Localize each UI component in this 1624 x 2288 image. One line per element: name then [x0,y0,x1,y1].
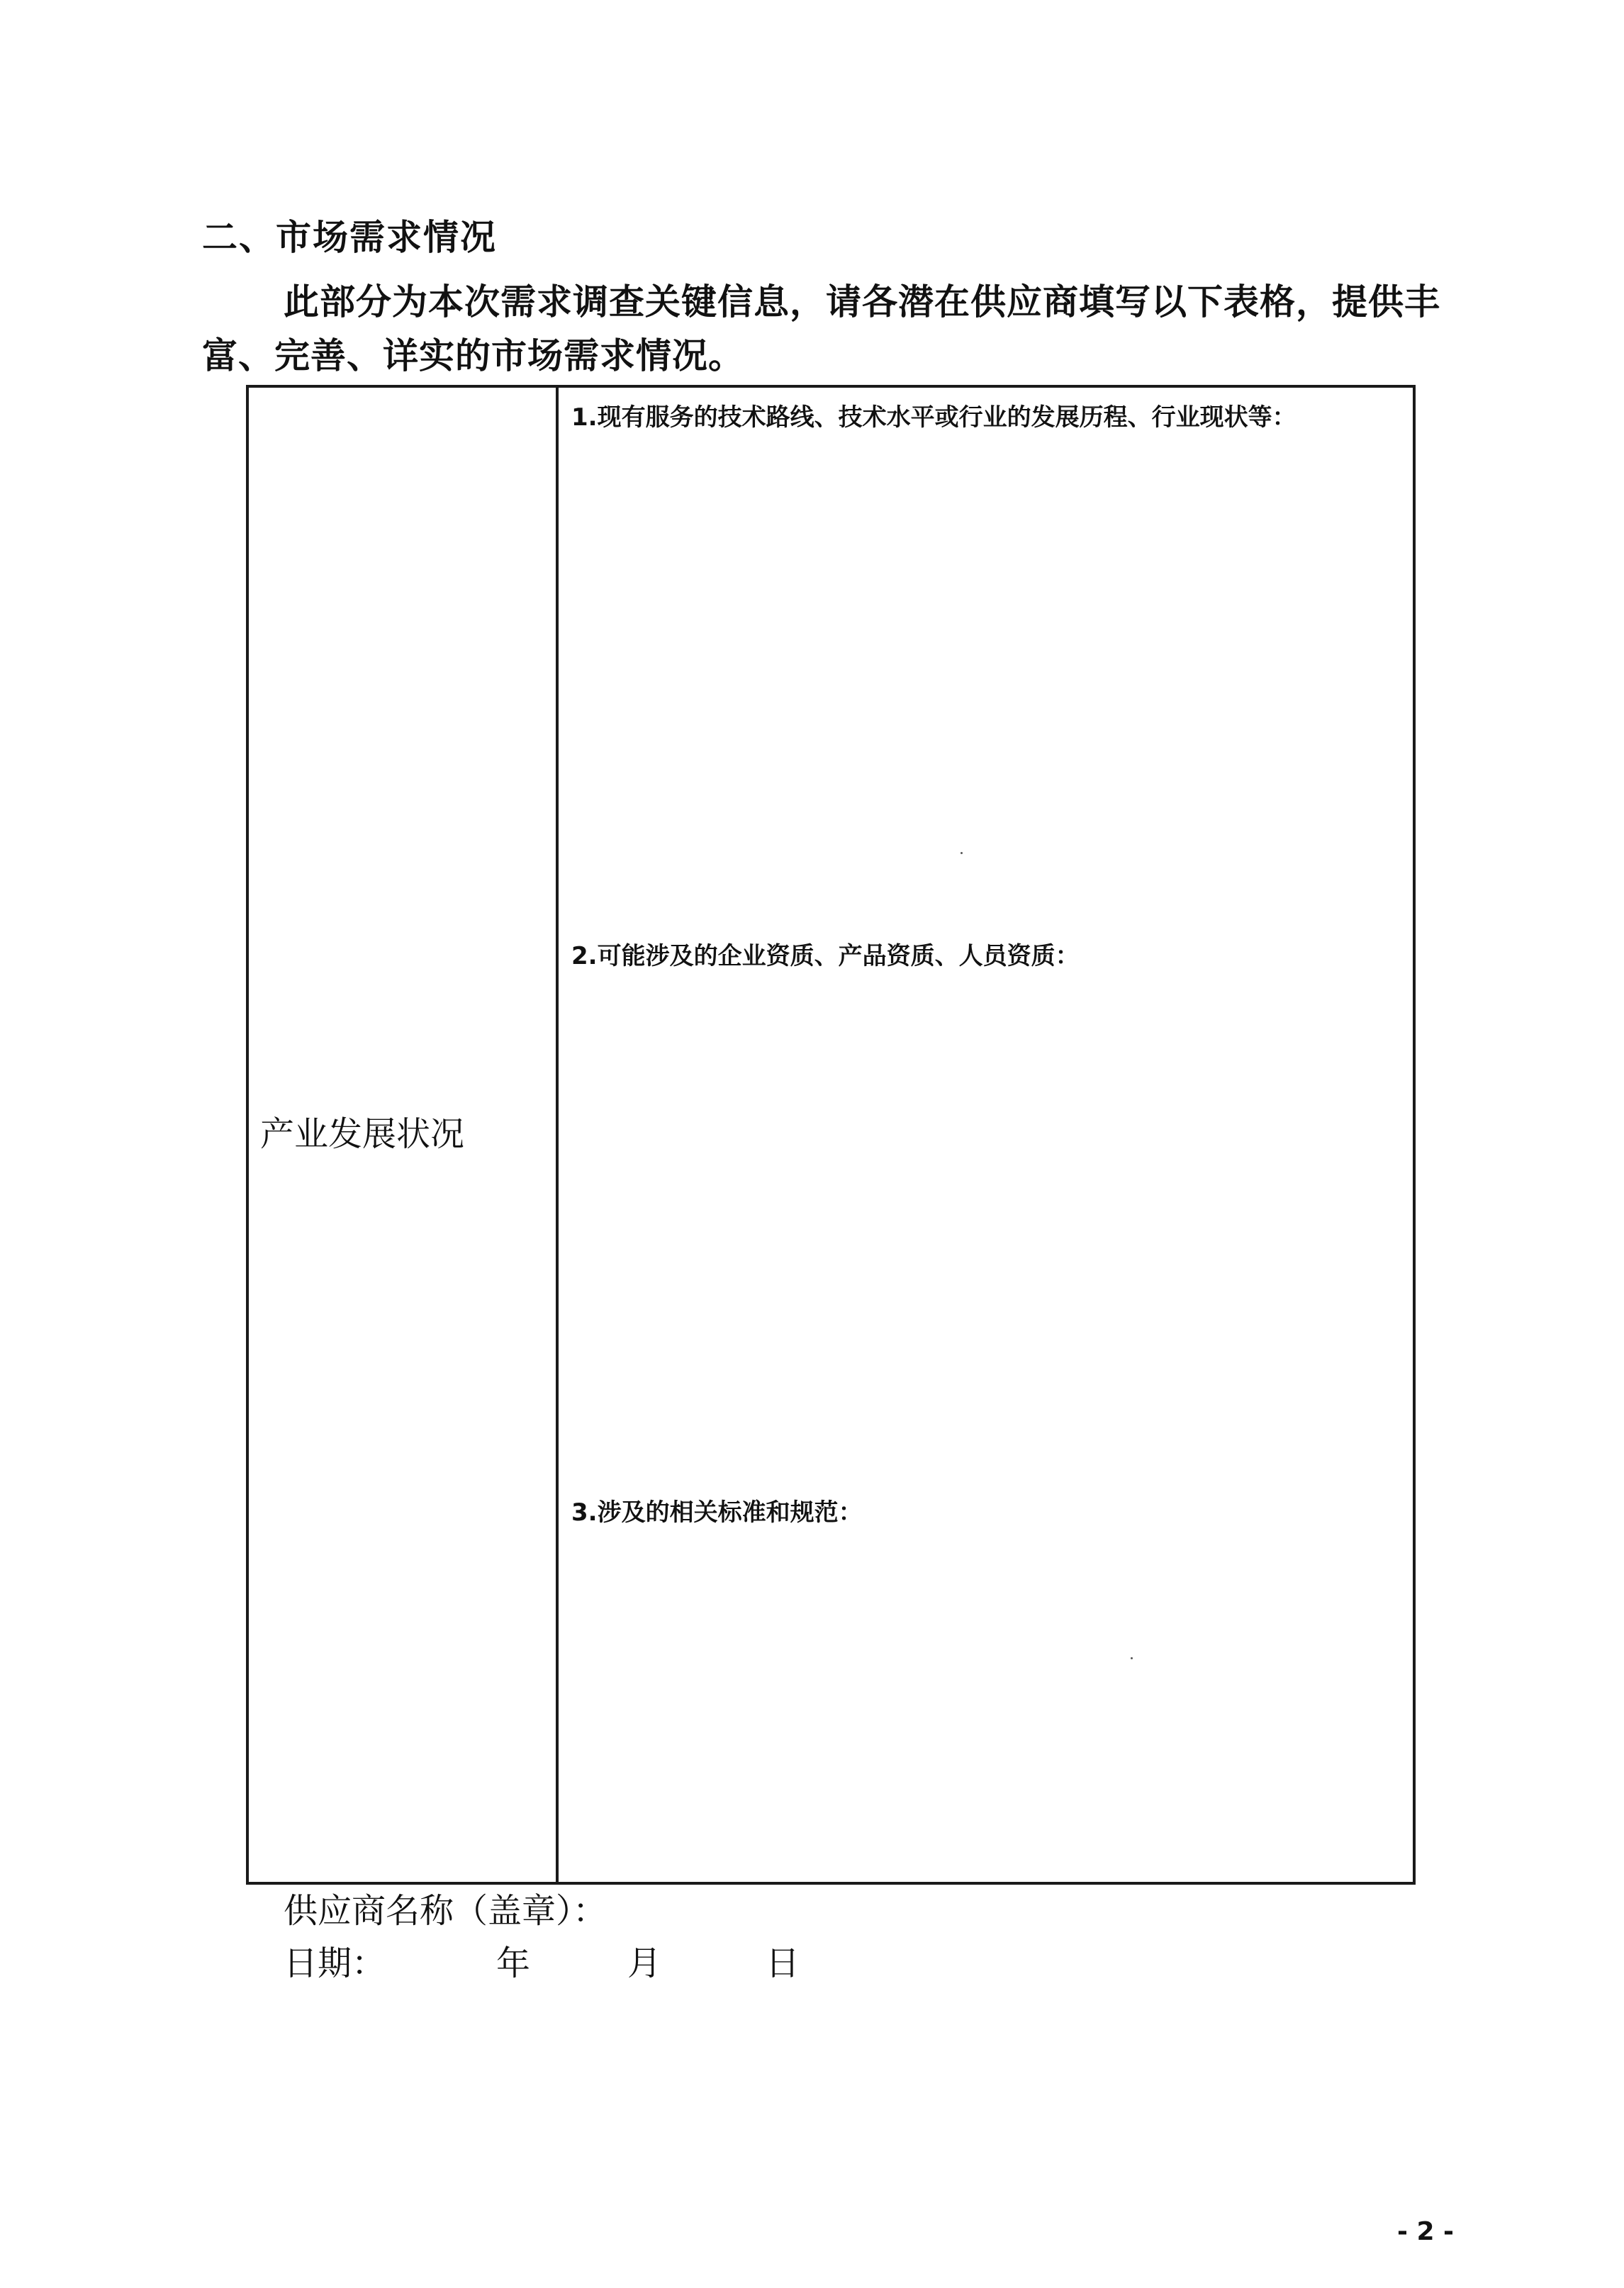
date-day-label: 日 [766,1944,800,1983]
item-qualifications-prompt: 2.可能涉及的企业资质、产品资质、人员资质： [571,942,1080,970]
item-standards-prompt: 3.涉及的相关标准和规范： [571,1498,863,1527]
row-label-industry-status: 产业发展状况 [260,1114,465,1154]
page-number: - 2 - [1397,2217,1454,2246]
label-column [249,388,559,1882]
date-label: 日期： [284,1944,386,1983]
scan-speck [1131,1657,1133,1659]
date-month-label: 月 [627,1944,662,1983]
section-heading: 二、市场需求情况 [202,217,497,258]
item-tech-route-prompt: 1.现有服务的技术路线、技术水平或行业的发展历程、行业现状等： [571,403,1297,432]
date-year-label: 年 [496,1944,531,1983]
survey-table [246,385,1416,1885]
section-intro: 此部分为本次需求调查关键信息，请各潜在供应商填写以下表格，提供丰富、完善、详实的市场需求情况。 [202,281,1440,376]
scan-speck [961,852,963,854]
supplier-name-label: 供应商名称（盖章）： [284,1891,607,1931]
